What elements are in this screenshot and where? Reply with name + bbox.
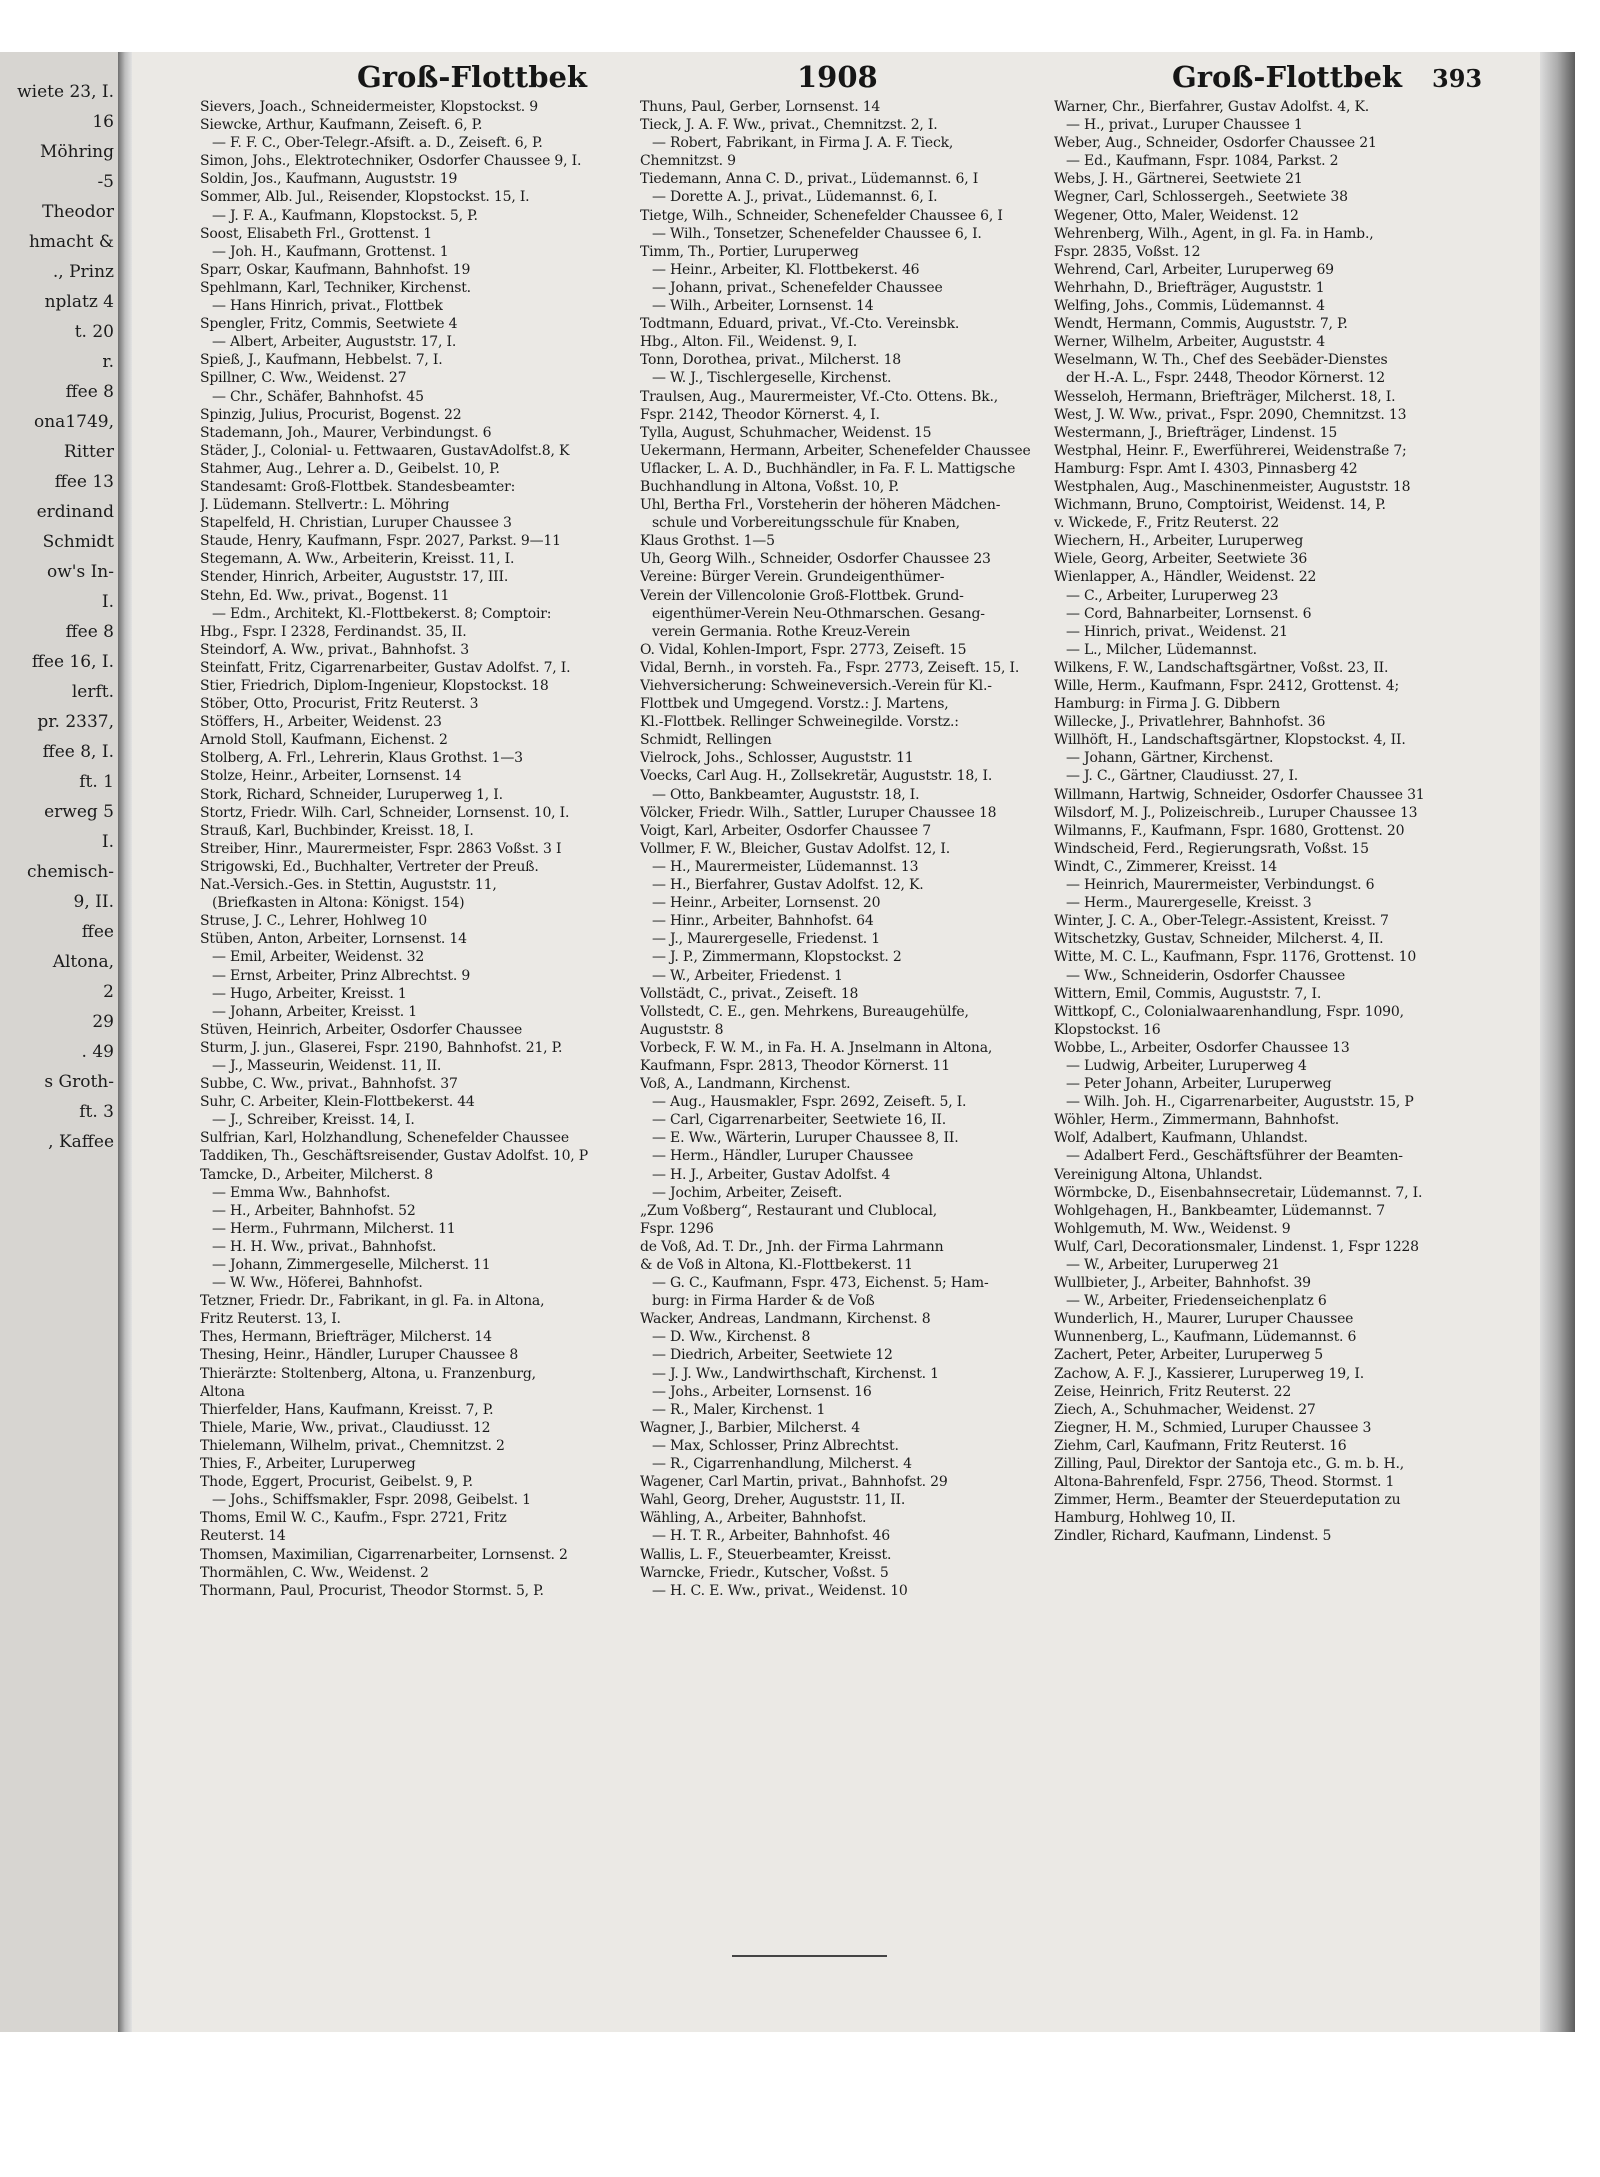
directory-entry: — Heinrich, Maurermeister, Verbindungst. 6 [1066,877,1375,894]
directory-entry: Wegner, Carl, Schlossergeh., Seetwiete 38 [1054,189,1348,206]
directory-entry: — Peter Johann, Arbeiter, Luruperweg [1066,1076,1332,1093]
directory-entry: Vereine: Bürger Verein. Grundeigenthümer- [640,569,945,586]
directory-entry: Wohlgemuth, M. Ww., Weidenst. 9 [1054,1220,1291,1237]
directory-entry: Viehversicherung: Schweineversich.-Verein für Kl.- [640,678,992,694]
directory-entry: Weber, Aug., Schneider, Osdorfer Chaussee 21 [1054,135,1377,152]
directory-entry: Stolze, Heinr., Arbeiter, Lornsenst. 14 [200,768,462,785]
directory-entry: Hamburg: Fspr. Amt I. 4303, Pinnasberg 42 [1054,460,1358,477]
directory-entry: Stüven, Heinrich, Arbeiter, Osdorfer Chaussee [200,1021,523,1038]
left-margin-fragment: ffee 8 [65,622,114,642]
directory-entry: — Albert, Arbeiter, Auguststr. 17, I. [212,334,457,351]
directory-entry: — J., Masseurin, Weidenst. 11, II. [212,1057,442,1074]
directory-entry: — Wilh. Joh. H., Cigarrenarbeiter, Auguststr. 15, P [1066,1094,1414,1111]
directory-entry: Zachert, Peter, Arbeiter, Luruperweg 5 [1054,1347,1323,1364]
directory-entry: Schmidt, Rellingen [640,732,772,749]
directory-entry: Stahmer, Aug., Lehrer a. D., Geibelst. 10, P. [200,460,500,477]
left-margin-fragment: s Groth- [44,1072,114,1092]
directory-entry: — C., Arbeiter, Luruperweg 23 [1066,587,1279,604]
directory-entry: Wilsdorf, M. J., Polizeischreib., Luruper Chaussee 13 [1054,804,1418,821]
directory-entry: Wunderlich, H., Maurer, Luruper Chaussee [1054,1311,1354,1328]
directory-entry: Wunnenberg, L., Kaufmann, Lüdemannst. 6 [1054,1329,1357,1346]
left-margin-fragment: lerft. [71,682,114,702]
left-margin-fragment: Theodor [42,202,114,222]
directory-entry: Tylla, August, Schuhmacher, Weidenst. 15 [640,424,932,441]
directory-entry: Thormählen, C. Ww., Weidenst. 2 [200,1564,429,1581]
left-margin-fragment: ffee 8, I. [42,742,114,762]
directory-entry: Wörmbcke, D., Eisenbahnsecretair, Lüdemannst. 7, I. [1054,1184,1423,1201]
directory-entry: — W., Arbeiter, Friedenst. 1 [652,967,843,984]
directory-entry: Soost, Elisabeth Frl., Grottenst. 1 [200,225,432,242]
directory-entry: Taddiken, Th., Geschäftsreisender, Gustav Adolfst. 10, P [200,1148,589,1165]
directory-entry: — W., Arbeiter, Friedenseichenplatz 6 [1066,1293,1327,1310]
directory-entry: Steinfatt, Fritz, Cigarrenarbeiter, Gustav Adolfst. 7, I. [200,659,571,676]
directory-page [132,52,1540,2032]
directory-entry: Westphal, Heinr. F., Ewerführerei, Weidenstraße 7; [1054,442,1407,459]
directory-entry: Sturm, J. jun., Glaserei, Fspr. 2190, Bahnhofst. 21, P. [200,1039,563,1056]
directory-entry: — Johann, Zimmergeselle, Milcherst. 11 [212,1257,491,1273]
left-margin-fragment: ow's In- [47,562,114,582]
directory-entry: Staude, Henry, Kaufmann, Fspr. 2027, Parkst. 9—11 [200,533,561,550]
directory-entry: Thielemann, Wilhelm, privat., Chemnitzst. 2 [200,1437,505,1454]
directory-entry: Vidal, Bernh., in vorsteh. Fa., Fspr. 2773, Zeiseft. 15, I. [640,659,1020,676]
directory-entry: Wähling, A., Arbeiter, Bahnhofst. [640,1510,867,1527]
left-margin-fragment: 29 [92,1012,114,1032]
left-margin-fragment: Schmidt [42,532,114,552]
directory-entry: — Herm., Maurergeselle, Kreisst. 3 [1066,895,1312,912]
directory-entry: — J. F. A., Kaufmann, Klopstockst. 5, P. [212,207,478,224]
directory-entry: Ziehm, Carl, Kaufmann, Fritz Reuterst. 16 [1054,1437,1347,1454]
directory-entry: Wehrhahn, D., Briefträger, Auguststr. 1 [1054,279,1325,296]
directory-entry: Traulsen, Aug., Maurermeister, Vf.-Cto. Ottens. Bk., [640,388,999,405]
directory-entry: Thiele, Marie, Ww., privat., Claudiusst. 12 [200,1419,491,1436]
directory-entry: — Max, Schlosser, Prinz Albrechtst. [652,1437,899,1454]
directory-entry: Vollstädt, C., privat., Zeiseft. 18 [640,985,859,1002]
directory-entry: Sparr, Oskar, Kaufmann, Bahnhofst. 19 [200,261,471,278]
directory-entry: Witschetzky, Gustav, Schneider, Milcherst. 4, II. [1054,931,1384,948]
directory-entry: Vielrock, Johs., Schlosser, Auguststr. 11 [640,750,914,767]
directory-entry: — Cord, Bahnarbeiter, Lornsenst. 6 [1066,605,1312,622]
directory-entry: Stegemann, A. Ww., Arbeiterin, Kreisst. 11, I. [200,551,515,568]
directory-entry: — Diedrich, Arbeiter, Seetwiete 12 [652,1347,893,1364]
directory-entry: Auguststr. 8 [640,1021,724,1038]
directory-entry: Welfing, Johs., Commis, Lüdemannst. 4 [1054,298,1325,315]
directory-entry: Hamburg: in Firma J. G. Dibbern [1054,696,1280,713]
directory-entry: — H. T. R., Arbeiter, Bahnhofst. 46 [652,1528,890,1545]
directory-entry: Stöffers, H., Arbeiter, Weidenst. 23 [200,714,442,731]
directory-entry: Wittkopf, C., Colonialwaarenhandlung, Fspr. 1090, [1054,1003,1404,1020]
directory-entry: Thoms, Emil W. C., Kaufm., Fspr. 2721, Fritz [200,1510,507,1527]
directory-entry: — H. H. Ww., privat., Bahnhofst. [212,1238,437,1255]
directory-entry: — Hans Hinrich, privat., Flottbek [212,298,443,315]
directory-entry: Tieck, J. A. F. Ww., privat., Chemnitzst. 2, I. [640,117,938,134]
directory-entry: schule und Vorbereitungsschule für Knaben, [652,515,960,532]
directory-entry: — Robert, Fabrikant, in Firma J. A. F. Tieck, [652,135,954,152]
directory-entry: — H., Maurermeister, Lüdemannst. 13 [652,858,919,875]
directory-entry: — Herm., Händler, Luruper Chaussee [652,1148,914,1165]
directory-entry: burg: in Firma Harder & de Voß [652,1293,875,1310]
directory-entry: Fritz Reuterst. 13, I. [200,1311,341,1328]
left-margin-fragment: t. 20 [74,322,114,342]
directory-entry: „Zum Voßberg“, Restaurant und Clublocal, [640,1202,938,1219]
directory-column-3 [1054,98,1484,1546]
directory-entry: Wichmann, Bruno, Comptoirist, Weidenst. 14, P. [1054,497,1386,514]
directory-entry: Stork, Richard, Schneider, Luruperweg 1, I. [200,786,503,803]
directory-entry: Voß, A., Landmann, Kirchenst. [640,1076,851,1093]
directory-entry: Stapelfeld, H. Christian, Luruper Chaussee 3 [200,515,512,532]
directory-entry: Voigt, Karl, Arbeiter, Osdorfer Chaussee 7 [640,822,931,839]
directory-entry: — H. J., Arbeiter, Gustav Adolfst. 4 [652,1166,891,1183]
directory-entry: Kaufmann, Fspr. 2813, Theodor Körnerst. 11 [640,1057,950,1074]
directory-entry: Wilkens, F. W., Landschaftsgärtner, Voßst. 23, II. [1054,659,1389,676]
directory-entry: Simon, Johs., Elektrotechniker, Osdorfer Chaussee 9, I. [200,153,582,170]
book-gutter [118,52,132,2032]
directory-entry: Thormann, Paul, Procurist, Theodor Stormst. 5, P. [200,1582,544,1599]
directory-entry: — W., Arbeiter, Luruperweg 21 [1066,1257,1280,1273]
directory-entry: — Emma Ww., Bahnhofst. [212,1184,391,1201]
directory-column-1 [200,98,630,1600]
directory-entry: Vollmer, F. W., Bleicher, Gustav Adolfst. 12, I. [640,840,950,857]
directory-entry: — J. J. Ww., Landwirthschaft, Kirchenst. 1 [652,1365,939,1382]
directory-entry: — Chr., Schäfer, Bahnhofst. 45 [212,388,424,405]
directory-entry: Thomsen, Maximilian, Cigarrenarbeiter, Lornsenst. 2 [200,1546,568,1563]
directory-entry: Struse, J. C., Lehrer, Hohlweg 10 [200,913,427,930]
left-margin-fragment: , Kaffee [48,1132,114,1152]
directory-entry: Wegener, Otto, Maler, Weidenst. 12 [1054,207,1299,224]
running-head-left: Groß-Flottbek [357,60,588,94]
left-margin-fragment: ft. 3 [79,1102,114,1122]
page-edge-shadow [1540,52,1575,2032]
directory-entry: Werner, Wilhelm, Arbeiter, Auguststr. 4 [1054,334,1326,351]
directory-entry: verein Germania. Rothe Kreuz-Verein [652,623,911,640]
directory-entry: West, J. W. Ww., privat., Fspr. 2090, Chemnitzst. 13 [1054,406,1407,423]
directory-entry: Standesamt: Groß-Flottbek. Standesbeamter: [200,478,516,495]
directory-entry: — J. C., Gärtner, Claudiusst. 27, I. [1066,768,1299,785]
left-page-margin [0,52,120,2032]
directory-entry: Wagener, Carl Martin, privat., Bahnhofst. 29 [640,1474,948,1491]
directory-entry: Spillner, C. Ww., Weidenst. 27 [200,370,407,387]
directory-entry: Timm, Th., Portier, Luruperweg [640,243,859,260]
directory-entry: Thes, Hermann, Briefträger, Milcherst. 14 [200,1329,492,1346]
directory-entry: Wiele, Georg, Arbeiter, Seetwiete 36 [1054,551,1308,568]
left-margin-fragment: ffee [81,922,114,942]
directory-entry: Ziegner, H. M., Schmied, Luruper Chaussee 3 [1054,1419,1372,1436]
directory-entry: & de Voß in Altona, Kl.-Flottbekerst. 11 [640,1257,913,1273]
directory-entry: Strauß, Karl, Buchbinder, Kreisst. 18, I. [200,822,474,839]
directory-entry: de Voß, Ad. T. Dr., Jnh. der Firma Lahrmann [640,1238,944,1255]
directory-entry: Wehrenberg, Wilh., Agent, in gl. Fa. in Hamb., [1054,225,1374,242]
directory-entry: Wohlgehagen, H., Bankbeamter, Lüdemannst. 7 [1054,1202,1385,1219]
directory-entry: Klaus Grothst. 1—5 [640,533,775,550]
directory-entry: Vorbeck, F. W. M., in Fa. H. A. Jnselmann in Altona, [640,1039,993,1056]
directory-entry: — R., Cigarrenhandlung, Milcherst. 4 [652,1456,912,1473]
directory-entry: Spengler, Fritz, Commis, Seetwiete 4 [200,316,458,333]
left-margin-fragment: 16 [92,112,114,132]
directory-entry: Nat.-Versich.-Ges. in Stettin, Auguststr. 11, [200,877,497,894]
directory-entry: Windscheid, Ferd., Regierungsrath, Voßst. 15 [1054,840,1369,857]
directory-entry: — Joh. H., Kaufmann, Grottenst. 1 [212,243,449,260]
directory-entry: — Hinrich, privat., Weidenst. 21 [1066,623,1288,640]
left-margin-fragment: 9, II. [73,892,114,912]
directory-entry: Willhöft, H., Landschaftsgärtner, Klopstockst. 4, II. [1054,732,1406,749]
directory-entry: Westphalen, Aug., Maschinenmeister, Auguststr. 18 [1054,478,1411,495]
directory-entry: Wendt, Hermann, Commis, Auguststr. 7, P. [1054,316,1348,333]
left-page-text-fragments [0,77,118,1157]
directory-entry: Thesing, Heinr., Händler, Luruper Chaussee 8 [200,1347,519,1364]
directory-entry: Wilmanns, F., Kaufmann, Fspr. 1680, Grottenst. 20 [1054,822,1405,839]
directory-entry: Suhr, C. Arbeiter, Klein-Flottbekerst. 44 [200,1094,475,1111]
directory-entry: Sommer, Alb. Jul., Reisender, Klopstockst. 15, I. [200,189,530,206]
left-margin-fragment: ., Prinz [52,262,114,282]
directory-entry: Vollstedt, C. E., gen. Mehrkens, Bureaugehülfe, [640,1003,969,1020]
left-margin-fragment: r. [102,352,114,372]
directory-entry: v. Wickede, F., Fritz Reuterst. 22 [1054,515,1279,532]
left-margin-fragment: hmacht & [28,232,114,252]
directory-entry: — Hinr., Arbeiter, Bahnhofst. 64 [652,913,874,930]
directory-entry: — E. Ww., Wärterin, Luruper Chaussee 8, II. [652,1130,959,1147]
directory-entry: Thierärzte: Stoltenberg, Altona, u. Franzenburg, [200,1365,536,1382]
directory-entry: Steindorf, A. Ww., privat., Bahnhofst. 3 [200,641,470,658]
directory-entry: Stier, Friedrich, Diplom-Ingenieur, Klopstockst. 18 [200,678,549,694]
directory-entry: Wesseloh, Hermann, Briefträger, Milcherst. 18, I. [1054,388,1396,405]
directory-entry: Uekermann, Hermann, Arbeiter, Schenefelder Chaussee [640,442,1031,459]
directory-entry: Wille, Herm., Kaufmann, Fspr. 2412, Grottenst. 4; [1054,678,1399,694]
directory-entry: Wöhler, Herm., Zimmermann, Bahnhofst. [1054,1112,1339,1129]
directory-entry: Witte, M. C. L., Kaufmann, Fspr. 1176, Grottenst. 10 [1054,949,1417,966]
directory-entry: — Dorette A. J., privat., Lüdemannst. 6, I. [652,189,938,206]
directory-entry: Arnold Stoll, Kaufmann, Eichenst. 2 [200,732,448,749]
directory-entry: Völcker, Friedr. Wilh., Sattler, Luruper Chaussee 18 [640,804,997,821]
directory-entry: Thierfelder, Hans, Kaufmann, Kreisst. 7, P. [200,1401,494,1418]
directory-entry: (Briefkasten in Altona: Königst. 154) [212,895,465,912]
left-margin-fragment: Altona, [52,952,114,972]
left-margin-fragment: Ritter [63,442,114,462]
directory-entry: Webs, J. H., Gärtnerei, Seetwiete 21 [1054,171,1303,188]
directory-entry: — Edm., Architekt, Kl.-Flottbekerst. 8; Comptoir: [212,605,552,622]
directory-entry: Uflacker, L. A. D., Buchhändler, in Fa. F. L. Mattigsche [640,460,1016,477]
directory-entry: Strigowski, Ed., Buchhalter, Vertreter der Preuß. [200,858,539,875]
directory-entry: eigenthümer-Verein Neu-Othmarschen. Gesang- [652,605,985,622]
directory-entry: — Wilh., Tonsetzer, Schenefelder Chaussee 6, I. [652,225,982,242]
directory-entry: — R., Maler, Kirchenst. 1 [652,1401,826,1418]
directory-entry: Westermann, J., Briefträger, Lindenst. 15 [1054,424,1338,441]
directory-entry: Vereinigung Altona, Uhlandst. [1054,1166,1263,1183]
directory-entry: Verein der Villencolonie Groß-Flottbek. Grund- [640,587,964,604]
directory-entry: Subbe, C. Ww., privat., Bahnhofst. 37 [200,1076,458,1093]
directory-entry: Wallis, L. F., Steuerbeamter, Kreisst. [640,1546,892,1563]
directory-entry: Tetzner, Friedr. Dr., Fabrikant, in gl. Fa. in Altona, [200,1293,545,1310]
directory-entry: Stender, Hinrich, Arbeiter, Auguststr. 17, III. [200,569,509,586]
directory-entry: — Johann, privat., Schenefelder Chaussee [652,279,943,296]
directory-entry: — Hugo, Arbeiter, Kreisst. 1 [212,985,407,1002]
left-margin-fragment: nplatz 4 [44,292,114,312]
directory-entry: Zimmer, Herm., Beamter der Steuerdeputation zu [1054,1492,1401,1509]
directory-entry: Wolf, Adalbert, Kaufmann, Uhlandst. [1054,1130,1308,1147]
directory-entry: — H., Arbeiter, Bahnhofst. 52 [212,1202,416,1219]
directory-entry: — W. J., Tischlergeselle, Kirchenst. [652,370,892,387]
directory-entry: Thies, F., Arbeiter, Luruperweg [200,1456,416,1473]
directory-entry: Städer, J., Colonial- u. Fettwaaren, GustavAdolfst.8, K [200,442,570,459]
directory-entry: J. Lüdemann. Stellvertr.: L. Möhring [200,497,450,514]
directory-entry: Soldin, Jos., Kaufmann, Auguststr. 19 [200,171,458,188]
directory-entry: — Otto, Bankbeamter, Auguststr. 18, I. [652,786,920,803]
directory-entry: Klopstockst. 16 [1054,1021,1161,1038]
left-margin-fragment: chemisch- [26,862,114,882]
directory-entry: — Carl, Cigarrenarbeiter, Seetwiete 16, II. [652,1112,947,1129]
directory-entry: — L., Milcher, Lüdemannst. [1066,641,1257,658]
directory-column-2 [640,98,1070,1600]
directory-entry: Buchhandlung in Altona, Voßst. 10, P. [640,478,899,495]
directory-entry: Spieß, J., Kaufmann, Hebbelst. 7, I. [200,352,443,369]
directory-entry: Zeise, Heinrich, Fritz Reuterst. 22 [1054,1383,1292,1400]
directory-entry: Wiechern, H., Arbeiter, Luruperweg [1054,533,1304,550]
directory-entry: O. Vidal, Kohlen-Import, Fspr. 2773, Zeiseft. 15 [640,641,967,658]
directory-entry: Stöber, Otto, Procurist, Fritz Reuterst. 3 [200,696,479,713]
directory-entry: Thuns, Paul, Gerber, Lornsenst. 14 [640,99,881,115]
directory-entry: Hbg., Fspr. I 2328, Ferdinandst. 35, II. [200,623,467,640]
directory-entry: Wullbieter, J., Arbeiter, Bahnhofst. 39 [1054,1275,1311,1292]
directory-entry: Reuterst. 14 [200,1528,286,1545]
left-margin-fragment: ffee 13 [54,472,114,492]
left-margin-fragment: wiete 23, I. [17,82,114,102]
directory-entry: Tamcke, D., Arbeiter, Milcherst. 8 [200,1166,433,1183]
directory-entry: Tietge, Wilh., Schneider, Schenefelder Chaussee 6, I [640,207,1003,224]
directory-entry: — H., privat., Luruper Chaussee 1 [1066,117,1303,134]
directory-entry: Wahl, Georg, Dreher, Auguststr. 11, II. [640,1492,906,1509]
directory-entry: Streiber, Hinr., Maurermeister, Fspr. 2863 Voßst. 3 I [200,840,562,857]
directory-entry: — Ludwig, Arbeiter, Luruperweg 4 [1066,1057,1307,1074]
directory-entry: — W. Ww., Höferei, Bahnhofst. [212,1275,423,1292]
left-margin-fragment: Möhring [40,142,114,162]
directory-entry: — Ww., Schneiderin, Osdorfer Chaussee [1066,967,1346,984]
directory-entry: Stolberg, A. Frl., Lehrerin, Klaus Grothst. 1—3 [200,750,523,767]
directory-entry: Fspr. 1296 [640,1220,714,1237]
directory-entry: Siewcke, Arthur, Kaufmann, Zeiseft. 6, P. [200,117,483,134]
directory-entry: — Herm., Fuhrmann, Milcherst. 11 [212,1220,456,1237]
directory-entry: Spehlmann, Karl, Techniker, Kirchenst. [200,279,471,296]
directory-entry: Spinzig, Julius, Procurist, Bogenst. 22 [200,406,462,423]
left-margin-fragment: pr. 2337, [37,712,114,732]
directory-entry: — G. C., Kaufmann, Fspr. 473, Eichenst. 5; Ham- [652,1275,989,1292]
directory-entry: Tonn, Dorothea, privat., Milcherst. 18 [640,352,901,369]
left-margin-fragment: -5 [97,172,114,192]
left-margin-fragment: . 49 [81,1042,114,1062]
directory-entry: Zachow, A. F. J., Kassierer, Luruperweg 19, I. [1054,1365,1365,1382]
directory-entry: Altona-Bahrenfeld, Fspr. 2756, Theod. Stormst. 1 [1054,1474,1395,1491]
running-head-right: Groß-Flottbek [1172,60,1403,94]
directory-entry: — H., Bierfahrer, Gustav Adolfst. 12, K. [652,877,924,894]
directory-entry: Willecke, J., Privatlehrer, Bahnhofst. 36 [1054,714,1326,731]
directory-entry: Wobbe, L., Arbeiter, Osdorfer Chaussee 13 [1054,1039,1350,1056]
directory-entry: Hbg., Alton. Fil., Weidenst. 9, I. [640,334,858,351]
directory-entry: Ziech, A., Schuhmacher, Weidenst. 27 [1054,1401,1316,1418]
directory-entry: Windt, C., Zimmerer, Kreisst. 14 [1054,858,1277,875]
directory-entry: Zilling, Paul, Direktor der Santoja etc., G. m. b. H., [1054,1456,1404,1473]
directory-entry: Wagner, J., Barbier, Milcherst. 4 [640,1419,860,1436]
directory-entry: — Wilh., Arbeiter, Lornsenst. 14 [652,298,874,315]
directory-entry: — J. P., Zimmermann, Klopstockst. 2 [652,949,902,966]
directory-entry: Willmann, Hartwig, Schneider, Osdorfer Chaussee 31 [1054,786,1425,803]
directory-entry: — Adalbert Ferd., Geschäftsführer der Beamten- [1066,1148,1403,1165]
directory-entry: Stortz, Friedr. Wilh. Carl, Schneider, Lornsenst. 10, I. [200,804,570,821]
directory-entry: — Ernst, Arbeiter, Prinz Albrechtst. 9 [212,967,471,984]
left-margin-fragment: ft. 1 [79,772,114,792]
directory-entry: Weselmann, W. Th., Chef des Seebäder-Dienstes [1054,352,1388,369]
directory-entry: — Heinr., Arbeiter, Kl. Flottbekerst. 46 [652,261,920,278]
end-rule [732,1955,887,1957]
left-margin-fragment: 2 [103,982,114,1002]
directory-entry: — Johann, Gärtner, Kirchenst. [1066,750,1274,767]
directory-entry: Stademann, Joh., Maurer, Verbindungst. 6 [200,424,492,441]
left-margin-fragment: I. [101,592,114,612]
left-margin-fragment: ffee 16, I. [31,652,114,672]
running-head-year: 1908 [797,60,878,94]
directory-entry: Stüben, Anton, Arbeiter, Lornsenst. 14 [200,931,467,948]
directory-entry: Wacker, Andreas, Landmann, Kirchenst. 8 [640,1311,931,1328]
directory-entry: Uh, Georg Wilh., Schneider, Osdorfer Chaussee 23 [640,551,991,568]
directory-entry: Warner, Chr., Bierfahrer, Gustav Adolfst. 4, K. [1054,99,1370,115]
directory-entry: — F. F. C., Ober-Telegr.-Afsift. a. D., Zeiseft. 6, P. [212,135,543,152]
directory-entry: Fspr. 2142, Theodor Körnerst. 4, I. [640,406,880,423]
directory-entry: Todtmann, Eduard, privat., Vf.-Cto. Vereinsbk. [640,316,960,333]
directory-entry: Wienlapper, A., Händler, Weidenst. 22 [1054,569,1317,586]
directory-entry: — D. Ww., Kirchenst. 8 [652,1329,811,1346]
page-number: 393 [1432,64,1483,93]
directory-entry: Fspr. 2835, Voßst. 12 [1054,243,1201,260]
directory-entry: Voecks, Carl Aug. H., Zollsekretär, Auguststr. 18, I. [640,768,993,785]
directory-entry: der H.-A. L., Fspr. 2448, Theodor Körnerst. 12 [1066,370,1386,387]
left-margin-fragment: erdinand [36,502,114,522]
directory-entry: Thode, Eggert, Procurist, Geibelst. 9, P. [200,1474,473,1491]
directory-entry: Chemnitzst. 9 [640,153,736,170]
directory-entry: Sulfrian, Karl, Holzhandlung, Schenefelder Chaussee [200,1130,569,1147]
left-margin-fragment: I. [101,832,114,852]
directory-entry: — H. C. E. Ww., privat., Weidenst. 10 [652,1582,908,1599]
directory-entry: Wittern, Emil, Commis, Auguststr. 7, I. [1054,985,1322,1002]
directory-entry: Stehn, Ed. Ww., privat., Bogenst. 11 [200,587,450,604]
directory-entry: Kl.-Flottbek. Rellinger Schweinegilde. Vorstz.: [640,714,959,731]
left-margin-fragment: erweg 5 [44,802,114,822]
directory-entry: Wulf, Carl, Decorationsmaler, Lindenst. 1, Fspr 1228 [1054,1238,1419,1255]
directory-entry: Tiedemann, Anna C. D., privat., Lüdemannst. 6, I [640,171,979,188]
directory-entry: Sievers, Joach., Schneidermeister, Klopstockst. 9 [200,99,538,115]
directory-entry: Wehrend, Carl, Arbeiter, Luruperweg 69 [1054,261,1334,278]
directory-entry: — Aug., Hausmakler, Fspr. 2692, Zeiseft. 5, I. [652,1094,967,1111]
directory-entry: Warncke, Friedr., Kutscher, Voßst. 5 [640,1564,889,1581]
directory-entry: — Johs., Schiffsmakler, Fspr. 2098, Geibelst. 1 [212,1492,531,1509]
directory-entry: Hamburg, Hohlweg 10, II. [1054,1510,1236,1527]
directory-entry: Altona [200,1383,245,1400]
directory-entry: Zindler, Richard, Kaufmann, Lindenst. 5 [1054,1528,1332,1545]
directory-entry: — Johs., Arbeiter, Lornsenst. 16 [652,1383,872,1400]
directory-entry: Flottbek und Umgegend. Vorstz.: J. Martens, [640,696,949,713]
directory-entry: — Johann, Arbeiter, Kreisst. 1 [212,1003,417,1020]
left-margin-fragment: ffee 8 [65,382,114,402]
left-margin-fragment: ona1749, [34,412,114,432]
directory-entry: — Heinr., Arbeiter, Lornsenst. 20 [652,895,881,912]
directory-entry: — J., Schreiber, Kreisst. 14, I. [212,1112,415,1129]
directory-entry: Winter, J. C. A., Ober-Telegr.-Assistent, Kreisst. 7 [1054,913,1389,930]
directory-entry: — Emil, Arbeiter, Weidenst. 32 [212,949,425,966]
directory-entry: Uhl, Bertha Frl., Vorsteherin der höheren Mädchen- [640,497,1001,514]
directory-entry: — Ed., Kaufmann, Fspr. 1084, Parkst. 2 [1066,153,1339,170]
directory-entry: — Jochim, Arbeiter, Zeiseft. [652,1184,843,1201]
directory-entry: — J., Maurergeselle, Friedenst. 1 [652,931,881,948]
